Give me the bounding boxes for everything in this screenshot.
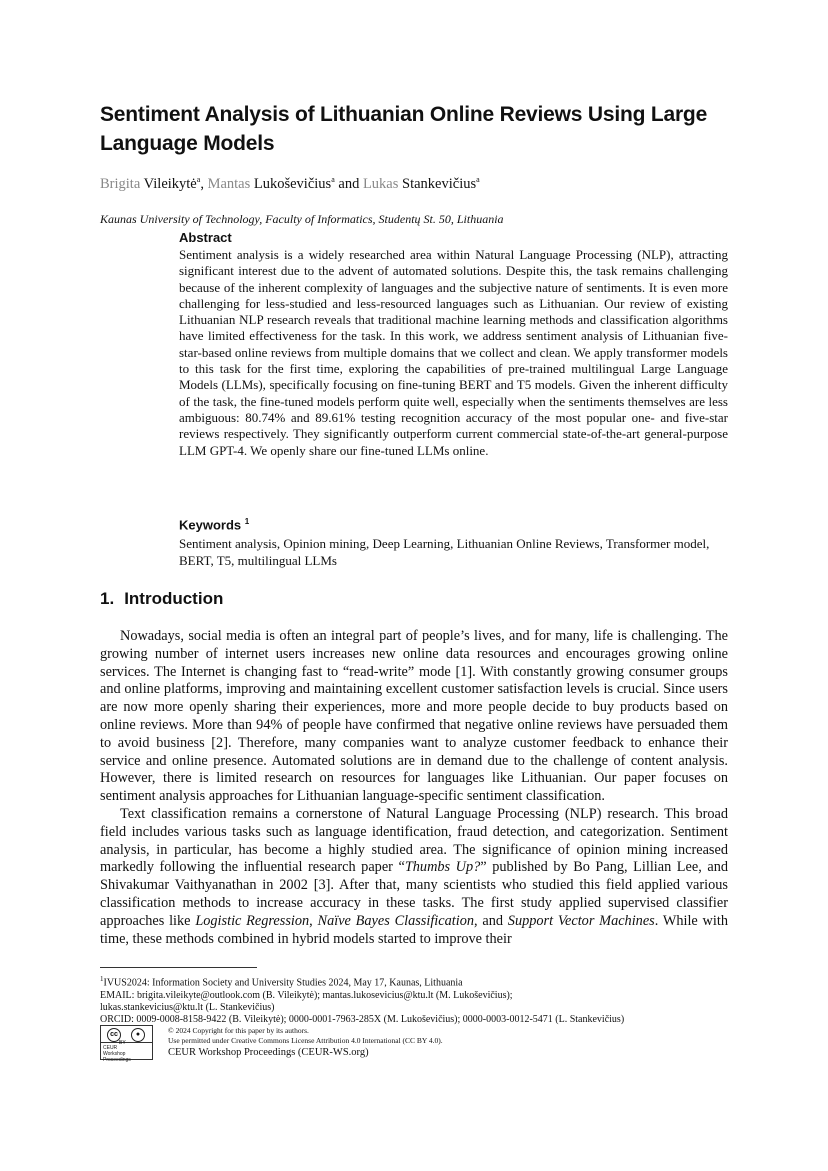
paragraph-text: . While with time, these methods combined in hybrid models started to improve their: [100, 912, 728, 947]
ceur-logo-line: Proceedings: [103, 1057, 131, 1063]
author-last-name: Lukoševičius: [253, 175, 332, 192]
license-block: [100, 1025, 560, 1063]
paragraph-text: ,: [309, 912, 318, 929]
cc-by-logo-icon: [100, 1025, 153, 1063]
affiliation-mark: a: [476, 175, 480, 184]
footnote-conference: [100, 973, 740, 990]
author-first-name: Mantas: [207, 175, 251, 192]
affiliation-mark: a: [196, 175, 201, 184]
author-list: [100, 175, 480, 193]
footnote-rule: [100, 967, 257, 968]
paragraph-text: Text classification remains a cornerstone of Natural Language Processing (NLP) research. This broad field includes various tasks such as language identification, fraud detection, and categorization. Sentiment analysis, in particular, has become a highly studied area. The significance of opinion mining increased markedly following the influential research paper “: [100, 805, 728, 876]
ceur-logo-line: Workshop: [103, 1051, 126, 1057]
author-separator: ,: [200, 175, 208, 192]
keywords-heading-label: Keywords: [179, 517, 242, 533]
cc-logo-top: [101, 1026, 152, 1043]
author-first-name: Brigita: [100, 175, 141, 192]
affiliation-mark: a: [331, 175, 335, 184]
footnote-mark: 1: [244, 517, 250, 526]
affiliation: Kaunas University of Technology, Faculty of Informatics, Studentų St. 50, Lithuania: [100, 212, 504, 226]
footnote-mark: 1: [100, 975, 104, 983]
paragraph: [100, 806, 728, 948]
license-line: Use permitted under Creative Commons License Attribution 4.0 International (CC BY 4.0).: [168, 1035, 443, 1045]
author-last-name: Stankevičius: [402, 175, 477, 192]
method-name: Logistic Regression: [195, 912, 310, 929]
footnote-email: EMAIL: brigita.vileikyte@outlook.com (B. Vileikytė); mantas.lukosevicius@ktu.lt (M. Lukoševičius);: [100, 989, 513, 1001]
paragraph: Nowadays, social media is often an integral part of people’s lives, and for many, life is challenging. The growing number of internet users increases new online data resources and encourages growing online services. The Internet is changing fast to “read-write” mode [1]. With constantly growing consumer groups and online platforms, improving and maintaining excellent customer satisfaction levels is crucial. Since users are now more openly sharing their experiences, more and more people decide to buy products based on online reviews. More than 94% of people have confirmed that negative online reviews have persuaded them to avoid business [2]. Therefore, many companies want to analyze customer feedback to enhance their service and online presence. Automated solutions are in demand due to the challenge of content analysis. However, there is limited research on resources for languages like Lithuanian. Our paper focuses on sentiment analysis approaches for Lithuanian language-specific sentiment classification.: [100, 628, 728, 805]
paragraph-text: , and: [474, 912, 508, 929]
paper-title: Sentiment Analysis of Lithuanian Online Reviews Using Large Language Models: [100, 103, 708, 155]
method-name: Naïve Bayes Classification: [317, 912, 475, 929]
ceur-logo-text: [103, 1045, 131, 1063]
footnote-conference-text: IVUS2024: Information Society and University Studies 2024, May 17, Kaunas, Lithuania: [103, 977, 463, 989]
abstract-text: Sentiment analysis is a widely researched area within Natural Language Processing (NLP), attracting significant interest due to the advent of automated solutions. Despite this, the task remains challenging because of the inherent complexity of languages and the subjective nature of sentiments. It is even more challenging for less-studied and less-resourced languages such as Lithuanian. Our review of existing Lithuanian NLP research reveals that traditional machine learning methods and classification algorithms have limited effectiveness for the task. In this work, we address sentiment analysis of Lithuanian five-star-based online reviews from multiple domains that we collect and clean. We apply transformer models to this task for the first time, exploring the capabilities of pre-trained multilingual Large Language Models (LLMs), specifically focusing on fine-tuning BERT and T5 models. Given the inherent difficulty of the task, the fine-tuned models perform quite well, especially when the sentiments themselves are less ambiguous: 80.74% and 89.61% testing recognition accuracy of the most popular one- and five-star reviews respectively. They significantly outperform current commercial state-of-the-art general-purpose LLM GPT-4. We openly share our fine-tuned LLMs online.: [179, 247, 728, 458]
ceur-logo-line: CEUR: [103, 1045, 118, 1051]
section-title: Introduction: [124, 589, 224, 608]
proceedings-name: CEUR Workshop Proceedings (CEUR-WS.org): [168, 1047, 369, 1058]
author-separator: and: [334, 175, 363, 192]
paper-title-reference: Thumbs Up?: [404, 859, 481, 876]
section-heading: [100, 589, 223, 609]
author-last-name: Vileikytė: [143, 175, 197, 192]
keywords-text: Sentiment analysis, Opinion mining, Deep Learning, Lithuanian Online Reviews, Transformer model, BERT, T5, multilingual LLMs: [179, 536, 710, 568]
method-name: Support Vector Machines: [507, 912, 655, 929]
keywords-heading: [179, 517, 249, 532]
person-icon: ●: [131, 1028, 145, 1042]
copyright-line: © 2024 Copyright for this paper by its authors.: [168, 1026, 309, 1035]
cc-by-label: BY: [119, 1040, 126, 1046]
abstract-heading: Abstract: [179, 230, 232, 245]
paragraph-text: ” published by Bo Pang, Lillian Lee, and Shivakumar Vaithyanathan in 2002 [3]. After that, many scientists who studied this field applied various classification methods to increase accuracy in these tasks. The first study applied supervised classifier approaches like: [100, 859, 728, 929]
footnotes: [100, 973, 740, 1027]
section-number: 1.: [100, 589, 115, 608]
author-first-name: Lukas: [362, 175, 399, 192]
footnote-email-cont: lukas.stankevicius@ktu.lt (L. Stankevičius): [100, 1001, 275, 1013]
cc-circle-icon: cc: [107, 1028, 121, 1042]
introduction-body: [100, 628, 728, 948]
license-text: [168, 1026, 443, 1045]
footnote-orcid: ORCID: 0009-0008-8158-9422 (B. Vileikytė); 0000-0001-7963-285X (M. Lukoševičius); 0000-0003-0012-5471 (L. Stankevičius): [100, 1014, 625, 1026]
